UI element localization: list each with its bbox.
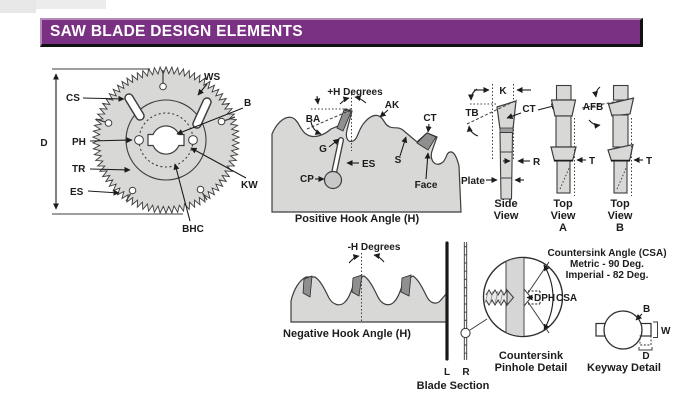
blade-section-caption: Blade Section bbox=[416, 380, 490, 392]
top-a-caption-3: A bbox=[559, 222, 567, 234]
negative-hook-diagram bbox=[283, 242, 447, 340]
label-plate: Plate bbox=[461, 176, 485, 187]
negative-hook-profile bbox=[291, 276, 447, 322]
neg-arc-left bbox=[349, 256, 359, 263]
label-hook-ct: CT bbox=[423, 113, 437, 124]
negative-hook-caption: Negative Hook Angle (H) bbox=[283, 328, 411, 340]
label-face: Face bbox=[414, 180, 438, 191]
keyway-caption: Keyway Detail bbox=[587, 362, 661, 374]
side-plate-bar bbox=[500, 133, 513, 200]
top-a-tooth-1 bbox=[552, 100, 576, 116]
side-view-caption-1: Side bbox=[494, 198, 518, 210]
countersink-note-2: Metric - 90 Deg. bbox=[570, 259, 644, 270]
braze-line bbox=[500, 128, 513, 133]
countersink-detail-diagram bbox=[484, 248, 667, 374]
hook-arc-left bbox=[340, 98, 349, 104]
keyway-depth-bracket bbox=[639, 347, 652, 350]
countersink-caption-2: Pinhole Detail bbox=[494, 362, 568, 374]
label-csa: CSA bbox=[556, 293, 578, 304]
countersink-caption-1: Countersink bbox=[498, 350, 564, 362]
top-b-caption-2: View bbox=[607, 210, 633, 222]
keyway-depth-outline bbox=[640, 336, 651, 345]
top-a-plate bbox=[557, 161, 570, 193]
label-ba: BA bbox=[305, 114, 321, 125]
es-arrow bbox=[88, 191, 119, 193]
label-diameter: D bbox=[40, 138, 48, 149]
label-top-a-t: T bbox=[589, 156, 596, 167]
label-pos-hook-degrees: +H Degrees bbox=[327, 87, 383, 98]
label-pin-hole: PH bbox=[72, 137, 86, 148]
label-keyway-b: B bbox=[643, 304, 651, 315]
label-g: G bbox=[319, 144, 327, 155]
label-section-l: L bbox=[443, 367, 451, 378]
label-expansion-slot: ES bbox=[70, 187, 84, 198]
top-a-shank bbox=[557, 86, 572, 101]
countersink-note-3: Imperial - 82 Deg. bbox=[565, 270, 649, 281]
keyway-bore-circle bbox=[604, 311, 642, 349]
page-title: SAW BLADE DESIGN ELEMENTS bbox=[50, 23, 303, 40]
blade-front-view bbox=[40, 67, 258, 235]
neg-arc-right bbox=[374, 255, 384, 262]
afb-arc-top bbox=[596, 87, 600, 97]
label-keyway-w: W bbox=[661, 326, 671, 337]
top-b-bar bbox=[613, 115, 628, 147]
label-r: R bbox=[533, 157, 541, 168]
top-a-caption-2: View bbox=[550, 210, 576, 222]
top-a-bar bbox=[556, 116, 571, 147]
label-neg-hook-degrees: -H Degrees bbox=[347, 242, 401, 253]
top-b-plate bbox=[614, 161, 627, 193]
label-tb: TB bbox=[465, 108, 479, 119]
pin-hole-left bbox=[135, 136, 144, 145]
afb-arc-bottom bbox=[589, 120, 600, 125]
label-top-b-t: T bbox=[646, 156, 653, 167]
threaded-pin bbox=[485, 290, 514, 305]
label-cp: CP bbox=[300, 174, 314, 185]
side-view-diagram bbox=[461, 84, 557, 222]
top-b-caption-1: Top bbox=[610, 198, 630, 210]
keyway-width-bracket bbox=[653, 322, 658, 338]
label-section-r: R bbox=[462, 367, 470, 378]
positive-hook-caption: Positive Hook Angle (H) bbox=[294, 213, 420, 225]
label-ak: AK bbox=[384, 100, 400, 111]
top-b-tooth-1 bbox=[609, 98, 634, 116]
label-bolt-hole-circle: BHC bbox=[182, 224, 204, 235]
detail-connector-line bbox=[470, 319, 487, 330]
label-afb: AFB bbox=[582, 102, 604, 113]
top-a-tooth-2 bbox=[551, 147, 576, 161]
top-b-shank bbox=[614, 86, 629, 101]
ak-arrow bbox=[380, 110, 388, 117]
top-b-caption-3: B bbox=[616, 222, 624, 234]
label-wiper-slot: WS bbox=[204, 72, 221, 83]
pinhole-marker bbox=[461, 328, 470, 337]
label-dph: DPH bbox=[534, 293, 556, 304]
label-keyway: KW bbox=[241, 180, 258, 191]
ba-down-arrow bbox=[317, 96, 318, 104]
top-a-caption-1: Top bbox=[553, 198, 573, 210]
hook-ct-arrow bbox=[428, 124, 429, 132]
pin-hole-right bbox=[189, 136, 198, 145]
label-bore: B bbox=[244, 98, 252, 109]
label-hook-es: ES bbox=[362, 159, 376, 170]
label-cooling-slot: CS bbox=[66, 93, 80, 104]
label-k: K bbox=[499, 86, 507, 97]
label-side-ct: CT bbox=[522, 104, 536, 115]
side-tooth bbox=[497, 101, 516, 129]
keyway-detail-diagram bbox=[587, 304, 671, 374]
tb-arc-bottom bbox=[469, 126, 478, 136]
positive-hook-diagram bbox=[272, 87, 461, 225]
side-view-caption-2: View bbox=[493, 210, 519, 222]
neg-tip-3 bbox=[401, 275, 411, 296]
copper-plug bbox=[325, 172, 342, 189]
countersink-note-1: Countersink Angle (CSA) bbox=[547, 248, 667, 259]
label-tooth-ring: TR bbox=[72, 164, 86, 175]
label-s: S bbox=[394, 155, 402, 166]
label-keyway-d: D bbox=[642, 351, 650, 362]
tb-arc-top bbox=[471, 89, 477, 100]
top-b-tooth-2 bbox=[608, 145, 633, 162]
title-banner bbox=[40, 18, 643, 47]
neg-tip-1 bbox=[303, 276, 312, 297]
